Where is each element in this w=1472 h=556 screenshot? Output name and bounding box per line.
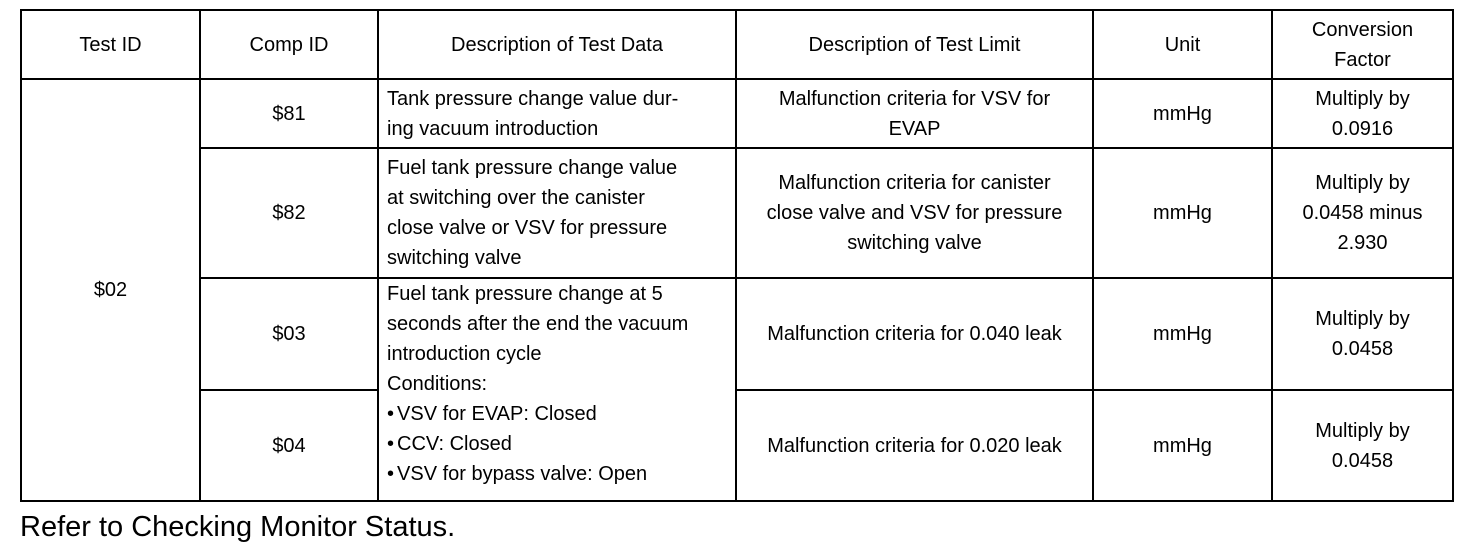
test-id-cell: $02 (21, 79, 200, 501)
condition-bullet-item: • VSV for EVAP: Closed (387, 399, 727, 429)
test-limit-line: Malfunction criteria for VSV for (778, 87, 1051, 110)
test-data-line: Fuel tank pressure change value (387, 157, 678, 179)
table-row (21, 278, 1453, 390)
conversion-line: Multiply by (1315, 419, 1410, 442)
comp-id-cell: $81 (200, 79, 378, 148)
test-limit-line: EVAP (888, 117, 941, 140)
monitor-test-table (20, 9, 1454, 502)
conditions-label: Conditions: (387, 373, 488, 395)
conversion-factor-cell (1272, 148, 1453, 278)
unit-cell: mmHg (1093, 148, 1272, 278)
test-limit-line: switching valve (847, 232, 982, 254)
test-limit-line: Malfunction criteria for 0.020 leak (767, 434, 1062, 457)
footer-note: Refer to Checking Monitor Status. (20, 511, 456, 543)
condition-bullet-item: • VSV for bypass valve: Open (387, 459, 727, 489)
comp-id-cell: $03 (200, 278, 378, 390)
condition-bullet-item: • CCV: Closed (387, 429, 727, 459)
comp-id-cell: $04 (200, 390, 378, 501)
test-data-line: at switching over the canister (387, 187, 645, 209)
conversion-line: Multiply by (1315, 87, 1410, 110)
test-limit-line: Malfunction criteria for 0.040 leak (767, 323, 1062, 345)
header-conversion-line-2: Factor (1334, 48, 1391, 71)
conversion-line: 0.0458 (1331, 338, 1394, 360)
test-data-line: introduction cycle (387, 343, 542, 365)
test-data-line: ing vacuum introduction (387, 117, 599, 140)
header-conversion-line-1: Conversion (1311, 18, 1414, 41)
test-limit-line: close valve and VSV for pressure (766, 202, 1063, 224)
header-desc-test-data: Description of Test Data (378, 10, 736, 79)
header-conversion-factor (1272, 10, 1453, 79)
conversion-line: Multiply by (1315, 172, 1410, 194)
conversion-factor-cell (1272, 79, 1453, 148)
test-limit-cell (736, 79, 1093, 148)
header-unit: Unit (1093, 10, 1272, 79)
comp-id-cell: $82 (200, 148, 378, 278)
table-row (21, 79, 1453, 148)
test-data-line: seconds after the end the vacuum (387, 313, 689, 335)
test-data-line: close valve or VSV for pressure (387, 217, 668, 239)
unit-cell: mmHg (1093, 79, 1272, 148)
test-data-line: Fuel tank pressure change at 5 (387, 283, 663, 305)
header-comp-id: Comp ID (200, 10, 378, 79)
header-row (21, 10, 1453, 79)
table-row (21, 390, 1453, 501)
test-limit-cell (736, 278, 1093, 390)
header-desc-test-limit: Description of Test Limit (736, 10, 1093, 79)
conversion-line: Multiply by (1315, 308, 1410, 330)
conversion-line: 0.0458 minus (1302, 202, 1423, 224)
test-data-line: switching valve (387, 247, 522, 269)
test-data-cell (378, 79, 736, 148)
unit-cell: mmHg (1093, 390, 1272, 501)
conversion-factor-cell (1272, 390, 1453, 501)
header-test-id: Test ID (21, 10, 200, 79)
conversion-line: 0.0916 (1331, 117, 1394, 140)
test-data-line: Tank pressure change value dur- (387, 87, 679, 110)
shared-test-data-cell (378, 278, 736, 501)
conversion-factor-cell (1272, 278, 1453, 390)
table-row (21, 148, 1453, 278)
unit-cell: mmHg (1093, 278, 1272, 390)
test-limit-line: Malfunction criteria for canister (778, 172, 1051, 194)
conversion-line: 0.0458 (1331, 449, 1394, 472)
conversion-line: 2.930 (1337, 232, 1388, 254)
test-limit-cell (736, 148, 1093, 278)
test-data-cell (378, 148, 736, 278)
test-limit-cell (736, 390, 1093, 501)
